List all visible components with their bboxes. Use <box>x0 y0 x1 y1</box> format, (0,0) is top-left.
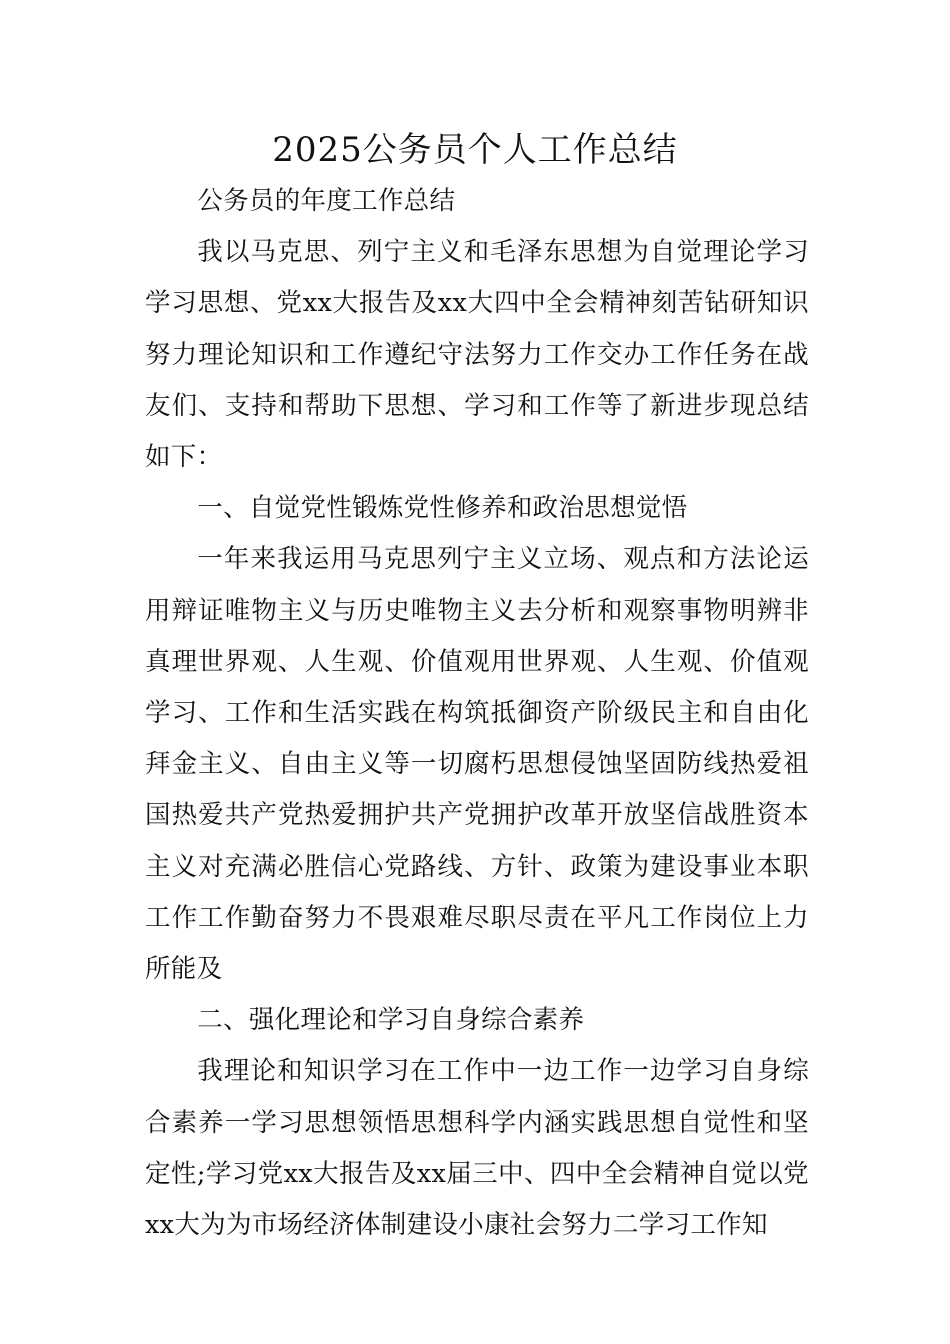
document-title: 2025公务员个人工作总结 <box>272 130 678 170</box>
intro-paragraph: 我以马克思、列宁主义和毛泽东思想为自觉理论学习学习思想、党xx大报告及xx大四中全会精神刻苦钻研知识努力理论知识和工作遵纪守法努力工作交办工作任务在战友们、支持和帮助下思想、学习和工作等了新进步现总结如下： <box>145 237 809 473</box>
document-body <box>145 176 809 1251</box>
subtitle-paragraph: 公务员的年度工作总结 <box>197 186 456 216</box>
section-1-paragraph: 一年来我运用马克思列宁主义立场、观点和方法论运用辩证唯物主义与历史唯物主义去分析和观察事物明辨非真理世界观、人生观、价值观用世界观、人生观、价值观学习、工作和生活实践在构筑抵御资产阶级民主和自由化拜金主义、自由主义等一切腐朽思想侵蚀坚固防线热爱祖国热爱共产党热爱拥护共产党拥护改革开放坚信战胜资本主义对充满必胜信心党路线、方针、政策为建设事业本职工作工作勤奋努力不畏艰难尽职尽责在平凡工作岗位上力所能及 <box>145 544 809 985</box>
section-heading-2: 二、强化理论和学习自身综合素养 <box>197 1005 585 1036</box>
section-heading-1: 一、自觉党性锻炼党性修养和政治思想觉悟 <box>197 493 688 524</box>
section-2-paragraph: 我理论和知识学习在工作中一边工作一边学习自身综合素养一学习思想领悟思想科学内涵实践思想自觉性和坚定性;学习党xx大报告及xx届三中、四中全会精神自觉以党xx大为为市场经济体制建设小康社会努力二学习工作知 <box>145 1056 809 1241</box>
